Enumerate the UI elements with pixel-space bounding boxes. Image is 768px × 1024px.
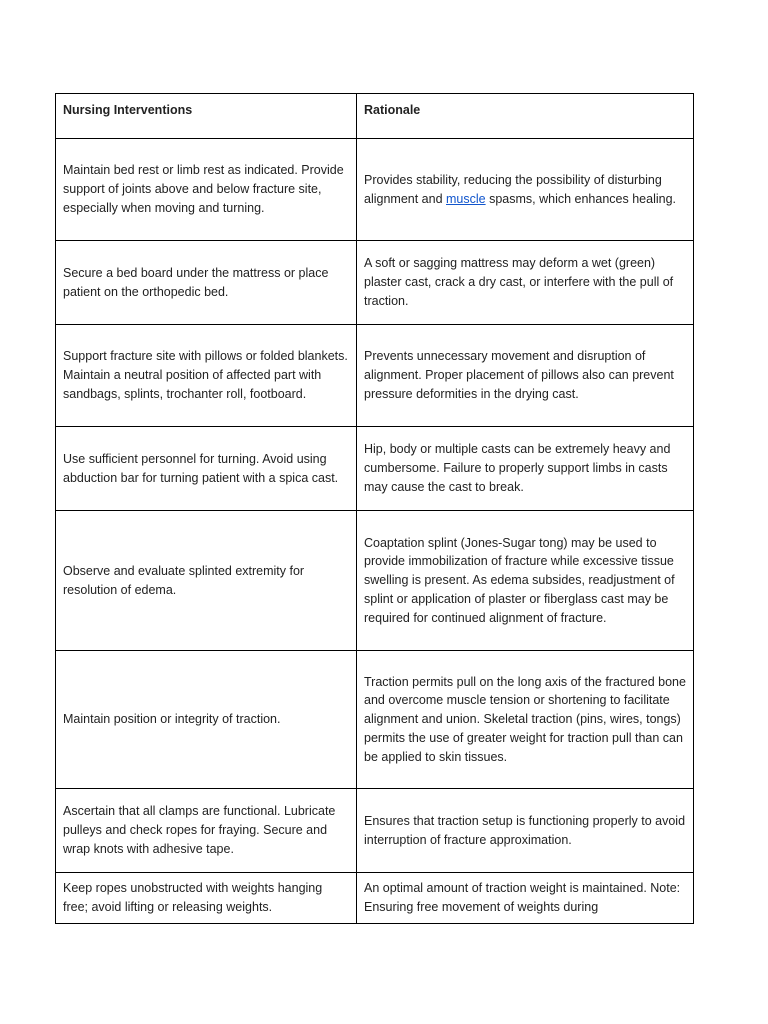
table-row xyxy=(56,789,694,873)
rationale-cell: A soft or sagging mattress may deform a wet (green) plaster cast, crack a dry cast, or interfere with the pull of traction. xyxy=(357,241,694,325)
table-row xyxy=(56,139,694,241)
rationale-cell: Traction permits pull on the long axis of the fractured bone and overcome muscle tension or shortening to facilitate alignment and union. Skeletal traction (pins, wires, tongs) permits the use of greater weight for traction pull than can be applied to skin tissues. xyxy=(357,651,694,789)
intervention-cell: Support fracture site with pillows or folded blankets. Maintain a neutral position of affected part with sandbags, splints, trochanter roll, footboard. xyxy=(56,325,357,427)
muscle-link[interactable]: muscle xyxy=(446,191,486,206)
table-row xyxy=(56,651,694,789)
rationale-cell: Hip, body or multiple casts can be extremely heavy and cumbersome. Failure to properly support limbs in casts may cause the cast to break. xyxy=(357,427,694,511)
table-row xyxy=(56,873,694,924)
header-rationale: Rationale xyxy=(357,94,694,139)
intervention-cell: Ascertain that all clamps are functional. Lubricate pulleys and check ropes for fraying. Secure and wrap knots with adhesive tape. xyxy=(56,789,357,873)
header-nursing-interventions: Nursing Interventions xyxy=(56,94,357,139)
intervention-cell: Secure a bed board under the mattress or place patient on the orthopedic bed. xyxy=(56,241,357,325)
rationale-cell xyxy=(357,139,694,241)
rationale-cell: Coaptation splint (Jones-Sugar tong) may be used to provide immobilization of fracture while excessive tissue swelling is present. As edema subsides, readjustment of splint or application of plaster or fiberglass cast may be required for continued alignment of fracture. xyxy=(357,511,694,651)
rationale-text: Provides stability, reducing the possibility of disturbing alignment and xyxy=(364,172,662,206)
rationale-cell: An optimal amount of traction weight is maintained. Note: Ensuring free movement of weights during xyxy=(357,873,694,924)
intervention-cell: Maintain bed rest or limb rest as indicated. Provide support of joints above and below fracture site, especially when moving and turning. xyxy=(56,139,357,241)
table-header-row xyxy=(56,94,694,139)
intervention-cell: Maintain position or integrity of traction. xyxy=(56,651,357,789)
intervention-cell: Use sufficient personnel for turning. Avoid using abduction bar for turning patient with a spica cast. xyxy=(56,427,357,511)
rationale-cell: Ensures that traction setup is functioning properly to avoid interruption of fracture approximation. xyxy=(357,789,694,873)
table-row xyxy=(56,325,694,427)
table-row xyxy=(56,427,694,511)
nursing-care-table xyxy=(55,93,694,924)
intervention-cell: Keep ropes unobstructed with weights hanging free; avoid lifting or releasing weights. xyxy=(56,873,357,924)
rationale-cell: Prevents unnecessary movement and disruption of alignment. Proper placement of pillows also can prevent pressure deformities in the drying cast. xyxy=(357,325,694,427)
rationale-text: spasms, which enhances healing. xyxy=(485,191,676,206)
table-row xyxy=(56,241,694,325)
table-row xyxy=(56,511,694,651)
intervention-cell: Observe and evaluate splinted extremity for resolution of edema. xyxy=(56,511,357,651)
